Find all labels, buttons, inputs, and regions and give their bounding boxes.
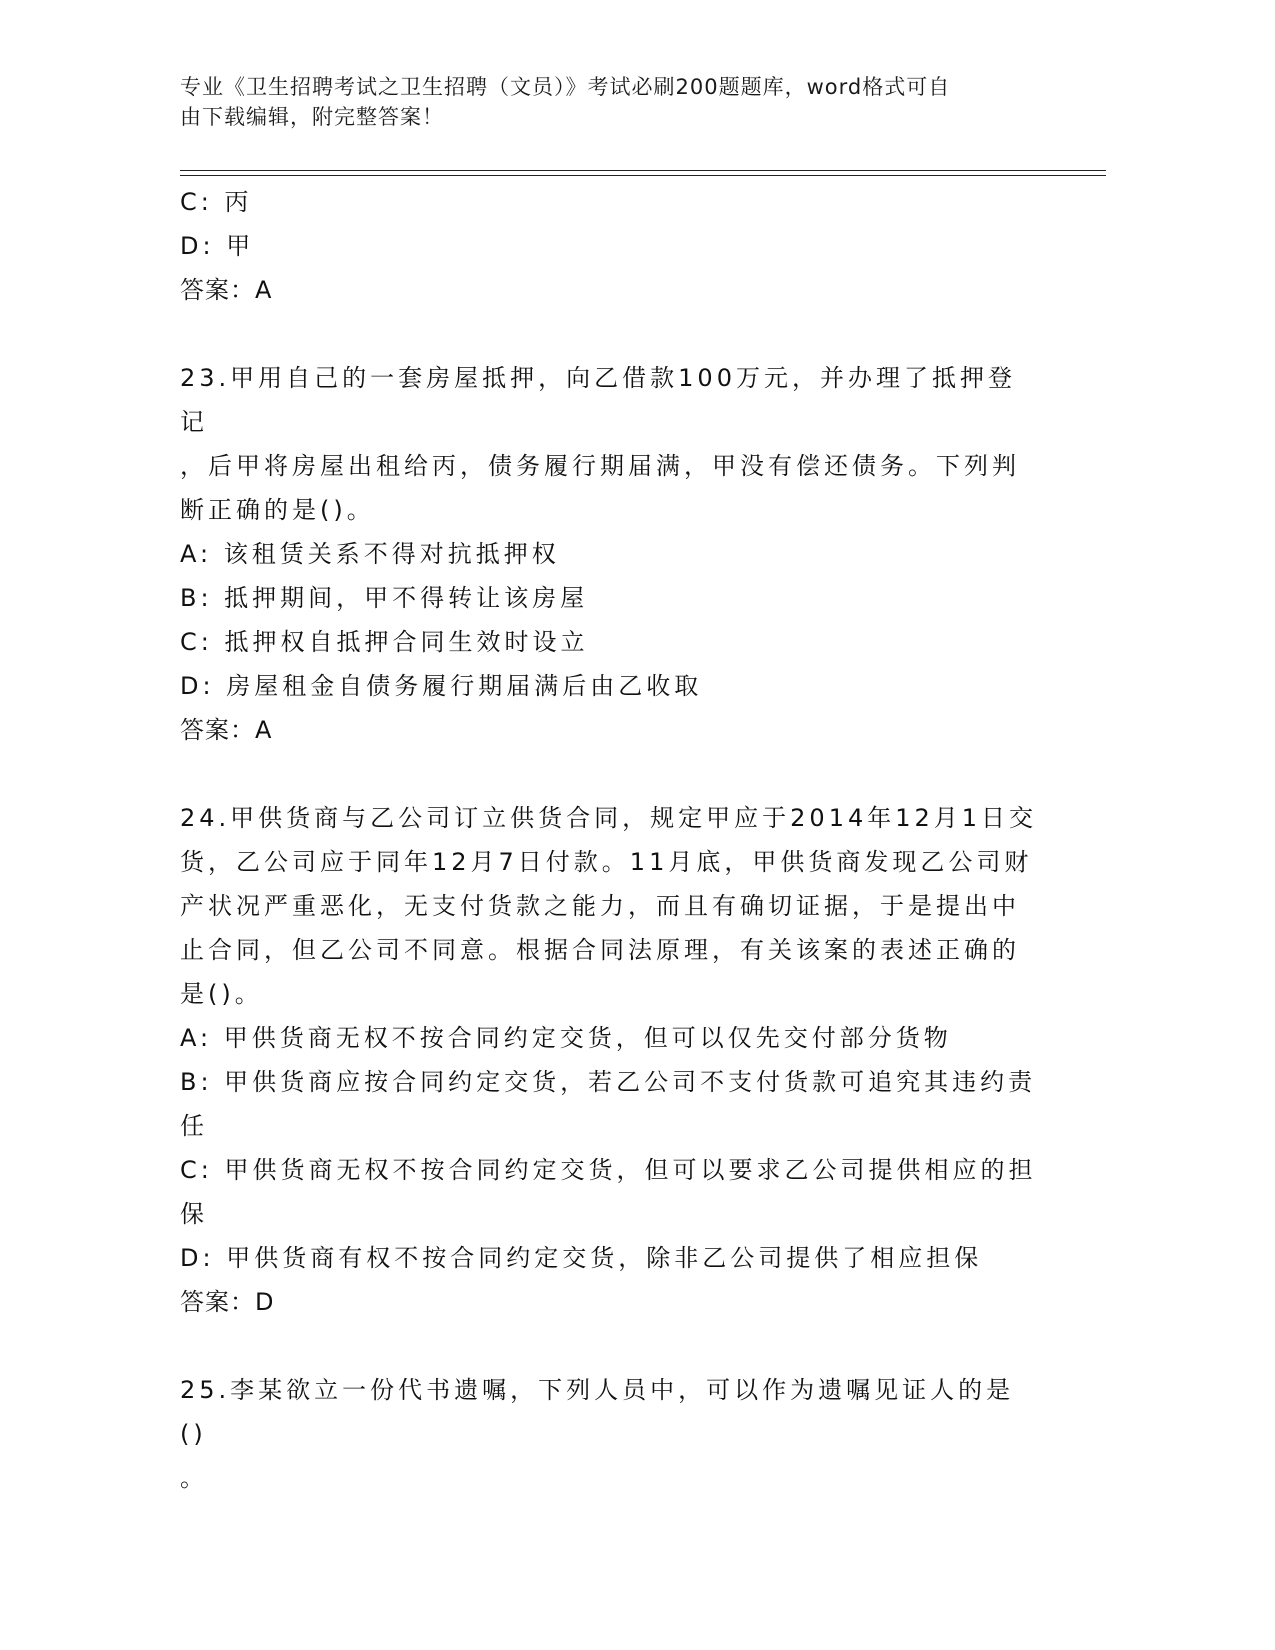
page-header — [180, 72, 1080, 132]
q23-option-a: A: 该租赁关系不得对抗抵押权 — [180, 540, 560, 568]
header-line-1: 专业《卫生招聘考试之卫生招聘（文员）》考试必刷200题题库，word格式可自 — [180, 75, 951, 99]
q23-text-line-3: 断正确的是()。 — [180, 496, 375, 524]
spacer — [180, 312, 1040, 356]
q24-option-d: D: 甲供货商有权不按合同约定交货，除非乙公司提供了相应担保 — [180, 1244, 983, 1272]
q24-option-a: A: 甲供货商无权不按合同约定交货，但可以仅先交付部分货物 — [180, 1024, 952, 1052]
q24-text-line-1: 24.甲供货商与乙公司订立供货合同，规定甲应于2014年12月1日交 — [180, 804, 1038, 832]
prev-option-c: C: 丙 — [180, 188, 253, 216]
q23-option-c: C: 抵押权自抵押合同生效时设立 — [180, 628, 589, 656]
q24-text-line-3: 产状况严重恶化，无支付货款之能力，而且有确切证据，于是提出中 — [180, 892, 1020, 920]
q24-option-b-line-1: B: 甲供货商应按合同约定交货，若乙公司不支付货款可追究其违约责 — [180, 1068, 1037, 1096]
prev-option-d: D: 甲 — [180, 232, 255, 260]
prev-answer: 答案：A — [180, 276, 273, 304]
spacer — [180, 1324, 1040, 1368]
q24-text-line-4: 止合同，但乙公司不同意。根据合同法原理，有关该案的表述正确的 — [180, 936, 1020, 964]
q23-text-line-1: 23.甲用自己的一套房屋抵押，向乙借款100万元，并办理了抵押登记 — [180, 364, 1016, 436]
header-line-2: 由下载编辑，附完整答案！ — [180, 105, 444, 129]
q23-text-line-2: ，后甲将房屋出租给丙，债务履行期届满，甲没有偿还债务。下列判 — [180, 452, 1020, 480]
q24-option-c-line-1: C: 甲供货商无权不按合同约定交货，但可以要求乙公司提供相应的担 — [180, 1156, 1037, 1184]
q25-text-line-2: 。 — [180, 1464, 208, 1492]
question-content — [180, 180, 1040, 1500]
header-divider-bottom — [180, 175, 1106, 176]
q24-option-b-line-2: 任 — [180, 1112, 208, 1140]
q23-option-d: D: 房屋租金自债务履行期届满后由乙收取 — [180, 672, 703, 700]
q24-answer: 答案：D — [180, 1288, 275, 1316]
q24-text-line-2: 货，乙公司应于同年12月7日付款。11月底，甲供货商发现乙公司财 — [180, 848, 1033, 876]
q23-answer: 答案：A — [180, 716, 273, 744]
header-divider-top — [180, 170, 1106, 171]
spacer — [180, 752, 1040, 796]
q23-option-b: B: 抵押期间，甲不得转让该房屋 — [180, 584, 589, 612]
q25-text-line-1: 25.李某欲立一份代书遗嘱，下列人员中，可以作为遗嘱见证人的是() — [180, 1376, 1015, 1448]
q24-option-c-line-2: 保 — [180, 1200, 208, 1228]
q24-text-line-5: 是()。 — [180, 980, 263, 1008]
